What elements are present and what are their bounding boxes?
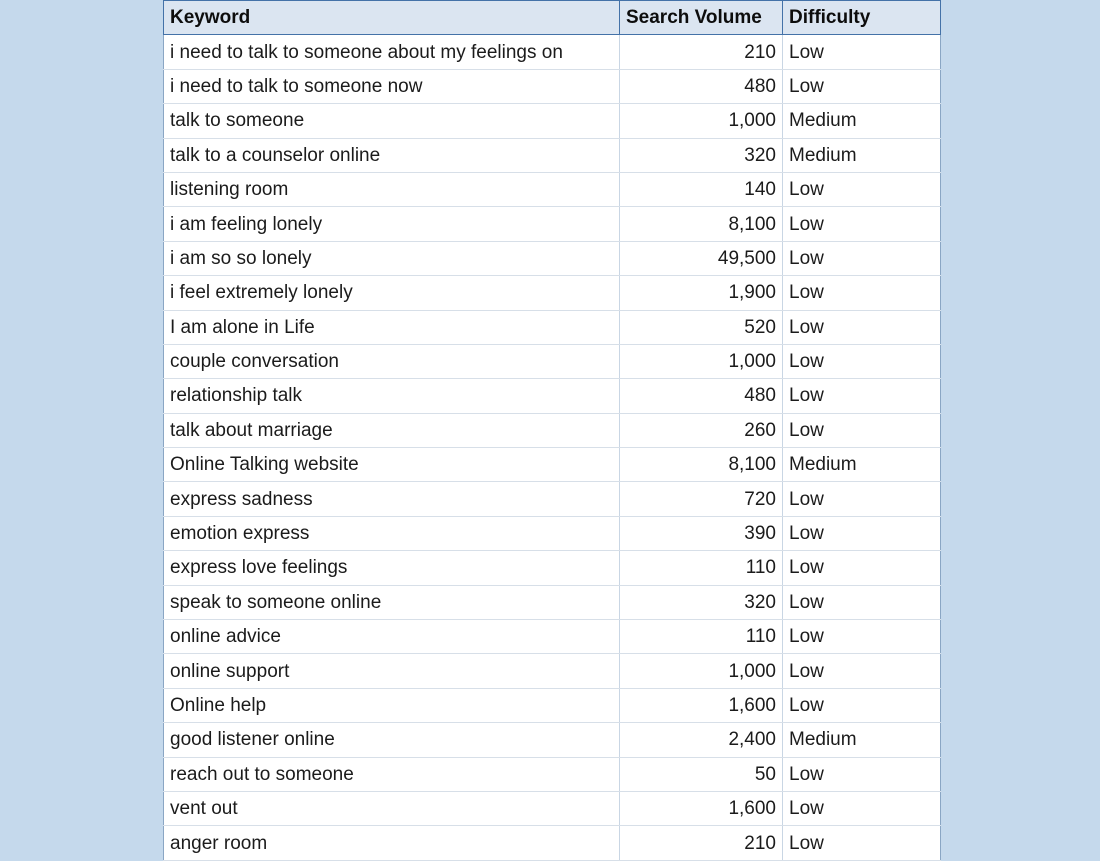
cell-difficulty[interactable]: Low [783,379,941,413]
cell-search-volume[interactable]: 480 [620,69,783,103]
cell-search-volume[interactable]: 210 [620,826,783,860]
cell-difficulty[interactable]: Low [783,207,941,241]
cell-difficulty[interactable]: Low [783,620,941,654]
column-header-difficulty[interactable]: Difficulty [783,1,941,35]
cell-keyword[interactable]: talk to a counselor online [164,138,620,172]
cell-difficulty[interactable]: Low [783,516,941,550]
cell-search-volume[interactable]: 1,000 [620,344,783,378]
keyword-table [163,0,941,861]
cell-keyword[interactable]: relationship talk [164,379,620,413]
table-row [164,516,941,550]
cell-keyword[interactable]: Online help [164,688,620,722]
cell-search-volume[interactable]: 1,600 [620,688,783,722]
cell-search-volume[interactable]: 2,400 [620,723,783,757]
table-row [164,791,941,825]
table-row [164,757,941,791]
cell-difficulty[interactable]: Low [783,757,941,791]
cell-keyword[interactable]: I am alone in Life [164,310,620,344]
cell-difficulty[interactable]: Low [783,310,941,344]
table-row [164,826,941,860]
cell-difficulty[interactable]: Low [783,276,941,310]
cell-search-volume[interactable]: 8,100 [620,207,783,241]
cell-keyword[interactable]: i feel extremely lonely [164,276,620,310]
cell-search-volume[interactable]: 49,500 [620,241,783,275]
cell-keyword[interactable]: anger room [164,826,620,860]
cell-keyword[interactable]: talk to someone [164,104,620,138]
cell-difficulty[interactable]: Low [783,482,941,516]
cell-search-volume[interactable]: 140 [620,172,783,206]
table-row [164,620,941,654]
cell-keyword[interactable]: talk about marriage [164,413,620,447]
cell-search-volume[interactable]: 520 [620,310,783,344]
cell-difficulty[interactable]: Low [783,791,941,825]
column-header-keyword[interactable]: Keyword [164,1,620,35]
cell-difficulty[interactable]: Low [783,413,941,447]
cell-difficulty[interactable]: Low [783,344,941,378]
cell-search-volume[interactable]: 50 [620,757,783,791]
table-row [164,310,941,344]
cell-difficulty[interactable]: Medium [783,723,941,757]
cell-search-volume[interactable]: 320 [620,138,783,172]
table-row [164,69,941,103]
cell-search-volume[interactable]: 1,000 [620,654,783,688]
cell-search-volume[interactable]: 480 [620,379,783,413]
table-row [164,551,941,585]
spreadsheet-area [163,0,940,854]
cell-difficulty[interactable]: Low [783,551,941,585]
table-row [164,172,941,206]
cell-keyword[interactable]: Online Talking website [164,448,620,482]
cell-difficulty[interactable]: Low [783,241,941,275]
cell-difficulty[interactable]: Low [783,585,941,619]
cell-keyword[interactable]: i am feeling lonely [164,207,620,241]
table-body [164,35,941,860]
cell-difficulty[interactable]: Low [783,826,941,860]
cell-search-volume[interactable]: 210 [620,35,783,69]
table-row [164,688,941,722]
table-row [164,413,941,447]
cell-difficulty[interactable]: Low [783,688,941,722]
cell-difficulty[interactable]: Low [783,654,941,688]
cell-search-volume[interactable]: 720 [620,482,783,516]
cell-keyword[interactable]: good listener online [164,723,620,757]
cell-search-volume[interactable]: 390 [620,516,783,550]
cell-keyword[interactable]: emotion express [164,516,620,550]
table-row [164,241,941,275]
table-row [164,585,941,619]
cell-keyword[interactable]: couple conversation [164,344,620,378]
table-row [164,276,941,310]
cell-difficulty[interactable]: Medium [783,138,941,172]
cell-keyword[interactable]: online support [164,654,620,688]
table-row [164,448,941,482]
cell-keyword[interactable]: i need to talk to someone now [164,69,620,103]
column-header-search-volume[interactable]: Search Volume [620,1,783,35]
cell-difficulty[interactable]: Medium [783,448,941,482]
cell-search-volume[interactable]: 1,900 [620,276,783,310]
table-header [164,1,941,35]
cell-keyword[interactable]: express sadness [164,482,620,516]
table-row [164,344,941,378]
table-row [164,104,941,138]
cell-keyword[interactable]: listening room [164,172,620,206]
table-row [164,138,941,172]
cell-keyword[interactable]: online advice [164,620,620,654]
cell-search-volume[interactable]: 320 [620,585,783,619]
table-row [164,35,941,69]
cell-search-volume[interactable]: 110 [620,620,783,654]
cell-keyword[interactable]: vent out [164,791,620,825]
cell-keyword[interactable]: reach out to someone [164,757,620,791]
cell-keyword[interactable]: i am so so lonely [164,241,620,275]
cell-difficulty[interactable]: Low [783,172,941,206]
cell-difficulty[interactable]: Medium [783,104,941,138]
cell-search-volume[interactable]: 110 [620,551,783,585]
table-row [164,482,941,516]
cell-search-volume[interactable]: 1,600 [620,791,783,825]
table-header-row [164,1,941,35]
table-row [164,654,941,688]
cell-search-volume[interactable]: 260 [620,413,783,447]
cell-keyword[interactable]: i need to talk to someone about my feelings on [164,35,620,69]
cell-search-volume[interactable]: 1,000 [620,104,783,138]
cell-search-volume[interactable]: 8,100 [620,448,783,482]
cell-keyword[interactable]: express love feelings [164,551,620,585]
cell-difficulty[interactable]: Low [783,35,941,69]
table-row [164,723,941,757]
table-row [164,379,941,413]
cell-difficulty[interactable]: Low [783,69,941,103]
table-row [164,207,941,241]
cell-keyword[interactable]: speak to someone online [164,585,620,619]
